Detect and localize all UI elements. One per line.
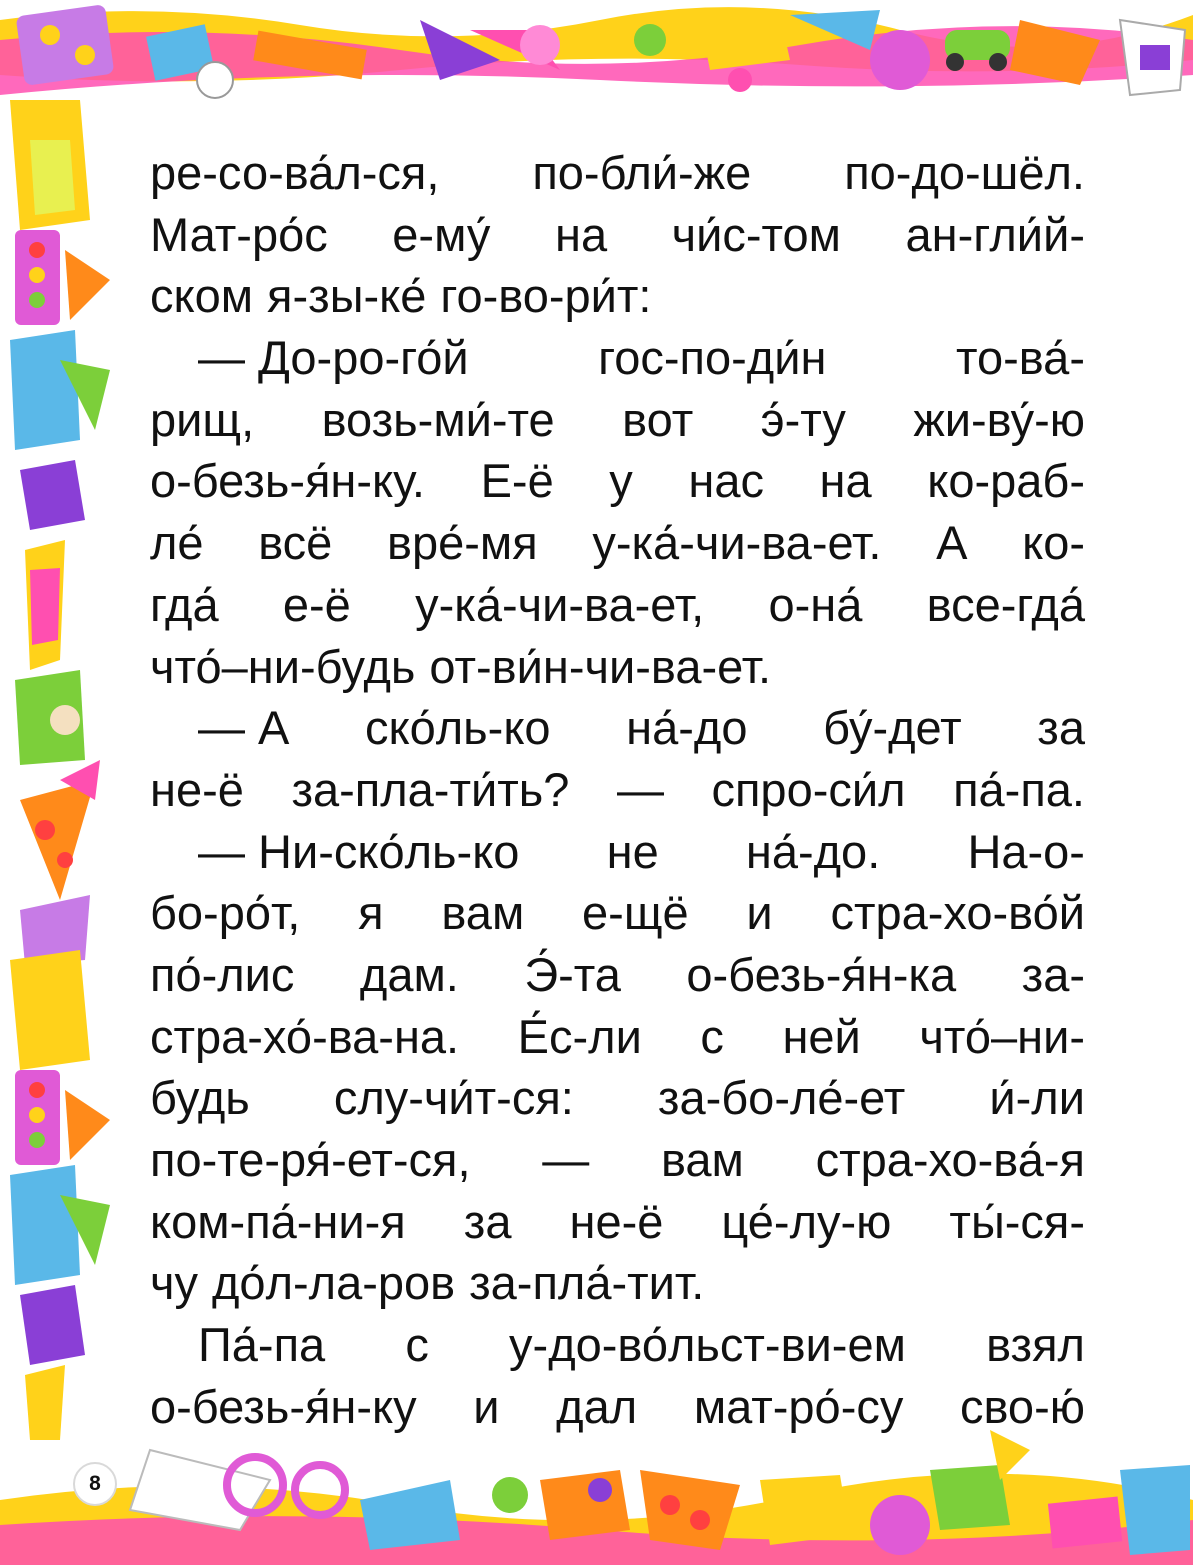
word: по́-лис [150, 947, 295, 1001]
word: ском [150, 269, 254, 323]
word: На-о- [967, 824, 1085, 878]
word: чи́с-том [671, 207, 841, 261]
word: гда́ [150, 577, 219, 631]
word: ко- [1022, 516, 1085, 570]
word: у-до-во́льст-ви-ем [509, 1318, 906, 1372]
word: го-во-ри́т: [440, 269, 652, 323]
word: ней [782, 1009, 861, 1063]
text-line [150, 882, 1085, 944]
word: на [819, 454, 872, 508]
word: у-ка́-чи-ва-ет. [592, 516, 882, 570]
text-line [150, 142, 1085, 204]
word: е-му́ [392, 207, 491, 261]
word: ты́-ся- [949, 1194, 1085, 1248]
word: Па́-па [198, 1318, 326, 1372]
word: и́-ли [989, 1071, 1085, 1125]
word: у [609, 454, 633, 508]
text-line [150, 265, 1085, 327]
word: будь [150, 1071, 250, 1125]
text-line [150, 1006, 1085, 1068]
story-text [150, 142, 1085, 1437]
word: па́-па. [953, 762, 1085, 816]
text-line [150, 389, 1085, 451]
word: — [542, 1133, 590, 1186]
text-line [150, 512, 1085, 574]
word: вре́-мя [386, 516, 538, 570]
word: о-безь-я́н-ка [686, 947, 957, 1001]
word: всё [258, 516, 333, 570]
word: А [936, 516, 968, 570]
word: на́-до [626, 701, 748, 755]
word: до́л-ла-ров [212, 1256, 456, 1310]
word: нас [688, 454, 764, 508]
text-line [150, 450, 1085, 512]
text-line [150, 574, 1085, 636]
word: я-зы-ке́ [267, 269, 427, 323]
word: Мат-ро́с [150, 207, 328, 261]
word: за-бо-ле́-ет [657, 1071, 906, 1125]
word: у-ка́-чи-ва-ет, [415, 577, 705, 631]
text-line [150, 1191, 1085, 1253]
word: за [1037, 701, 1085, 755]
word: чу [150, 1256, 198, 1310]
text-line [150, 944, 1085, 1006]
word: с [700, 1009, 724, 1063]
word: за- [1021, 947, 1085, 1001]
word: Э́-та [524, 947, 621, 1001]
word: о-на́ [768, 577, 863, 631]
word: я [358, 886, 384, 940]
word: — Ни-ско́ль-ко [198, 824, 520, 878]
word: то-ва́- [955, 331, 1085, 385]
word: вот [622, 392, 694, 446]
word: е-ё [282, 577, 351, 631]
word: с [405, 1318, 429, 1372]
word: спро-си́л [711, 762, 906, 816]
word: за-пла-ти́ть? [291, 762, 570, 816]
word: ком-па́-ни-я [150, 1194, 406, 1248]
word: мат-ро́-су [693, 1379, 904, 1433]
word: и [746, 886, 773, 940]
word: сво-ю́ [959, 1379, 1085, 1433]
page-number: 8 [73, 1462, 117, 1506]
word: за-пла́-тит. [469, 1256, 705, 1310]
word: ле́ [150, 516, 204, 570]
word: бу́-дет [823, 701, 962, 755]
text-line [150, 204, 1085, 266]
word: — А [198, 701, 290, 755]
word: все-гда́ [926, 577, 1085, 631]
word: по-бли́-же [532, 146, 752, 199]
word: на́-до. [745, 824, 881, 878]
word: за [463, 1194, 512, 1248]
text-line [150, 1129, 1085, 1191]
word: что́–ни-будь [150, 639, 416, 693]
word: ан-гли́й- [905, 207, 1085, 261]
word: не-ё [569, 1194, 664, 1248]
word: рищ, [150, 392, 255, 446]
text-line [150, 1067, 1085, 1129]
text-line [150, 821, 1085, 883]
word: на [554, 207, 608, 261]
word: взял [986, 1318, 1085, 1372]
word: э́-ту [760, 392, 846, 446]
word: гос-по-ди́н [598, 331, 827, 385]
word: ско́ль-ко [365, 701, 551, 755]
word: и [473, 1379, 500, 1433]
word: вам [441, 886, 525, 940]
word: це́-лу-ю [721, 1194, 892, 1248]
text-line [150, 636, 1085, 698]
text-line [150, 1314, 1085, 1376]
text-line [150, 1376, 1085, 1438]
text-line [150, 327, 1085, 389]
word: не [606, 824, 659, 878]
top-decorative-border [0, 0, 1193, 125]
word: вам [660, 1133, 744, 1186]
text-line [150, 697, 1085, 759]
word: Е-ё [480, 454, 554, 508]
word: о-безь-я́н-ку. [150, 454, 425, 508]
word: — [616, 762, 664, 816]
word: жи-ву́-ю [913, 392, 1085, 446]
word: что́–ни- [919, 1009, 1085, 1063]
word: слу-чи́т-ся: [333, 1071, 574, 1125]
word: ре-со-ва́л-ся, [150, 146, 440, 199]
word: дал [556, 1379, 638, 1433]
left-decorative-border [0, 100, 115, 1440]
word: стра-хо́-ва-на. [150, 1009, 460, 1063]
word: е-щё [582, 886, 689, 940]
word: бо-ро́т, [150, 886, 301, 940]
text-line [150, 759, 1085, 821]
word: по-те-ря́-ет-ся, [150, 1133, 471, 1186]
word: не-ё [150, 762, 244, 816]
word: стра-хо-ва́-я [815, 1133, 1085, 1186]
word: по-до-шёл. [844, 146, 1085, 199]
word: ко-раб- [927, 454, 1085, 508]
word: дам. [359, 947, 459, 1001]
word: возь-ми́-те [321, 392, 555, 446]
word: — До-ро-го́й [198, 331, 469, 385]
word: стра-хо-во́й [830, 886, 1085, 940]
word: Е́с-ли [517, 1009, 642, 1063]
word: от-ви́н-чи-ва-ет. [429, 639, 772, 693]
text-line [150, 1252, 1085, 1314]
word: о-безь-я́н-ку [150, 1379, 417, 1433]
